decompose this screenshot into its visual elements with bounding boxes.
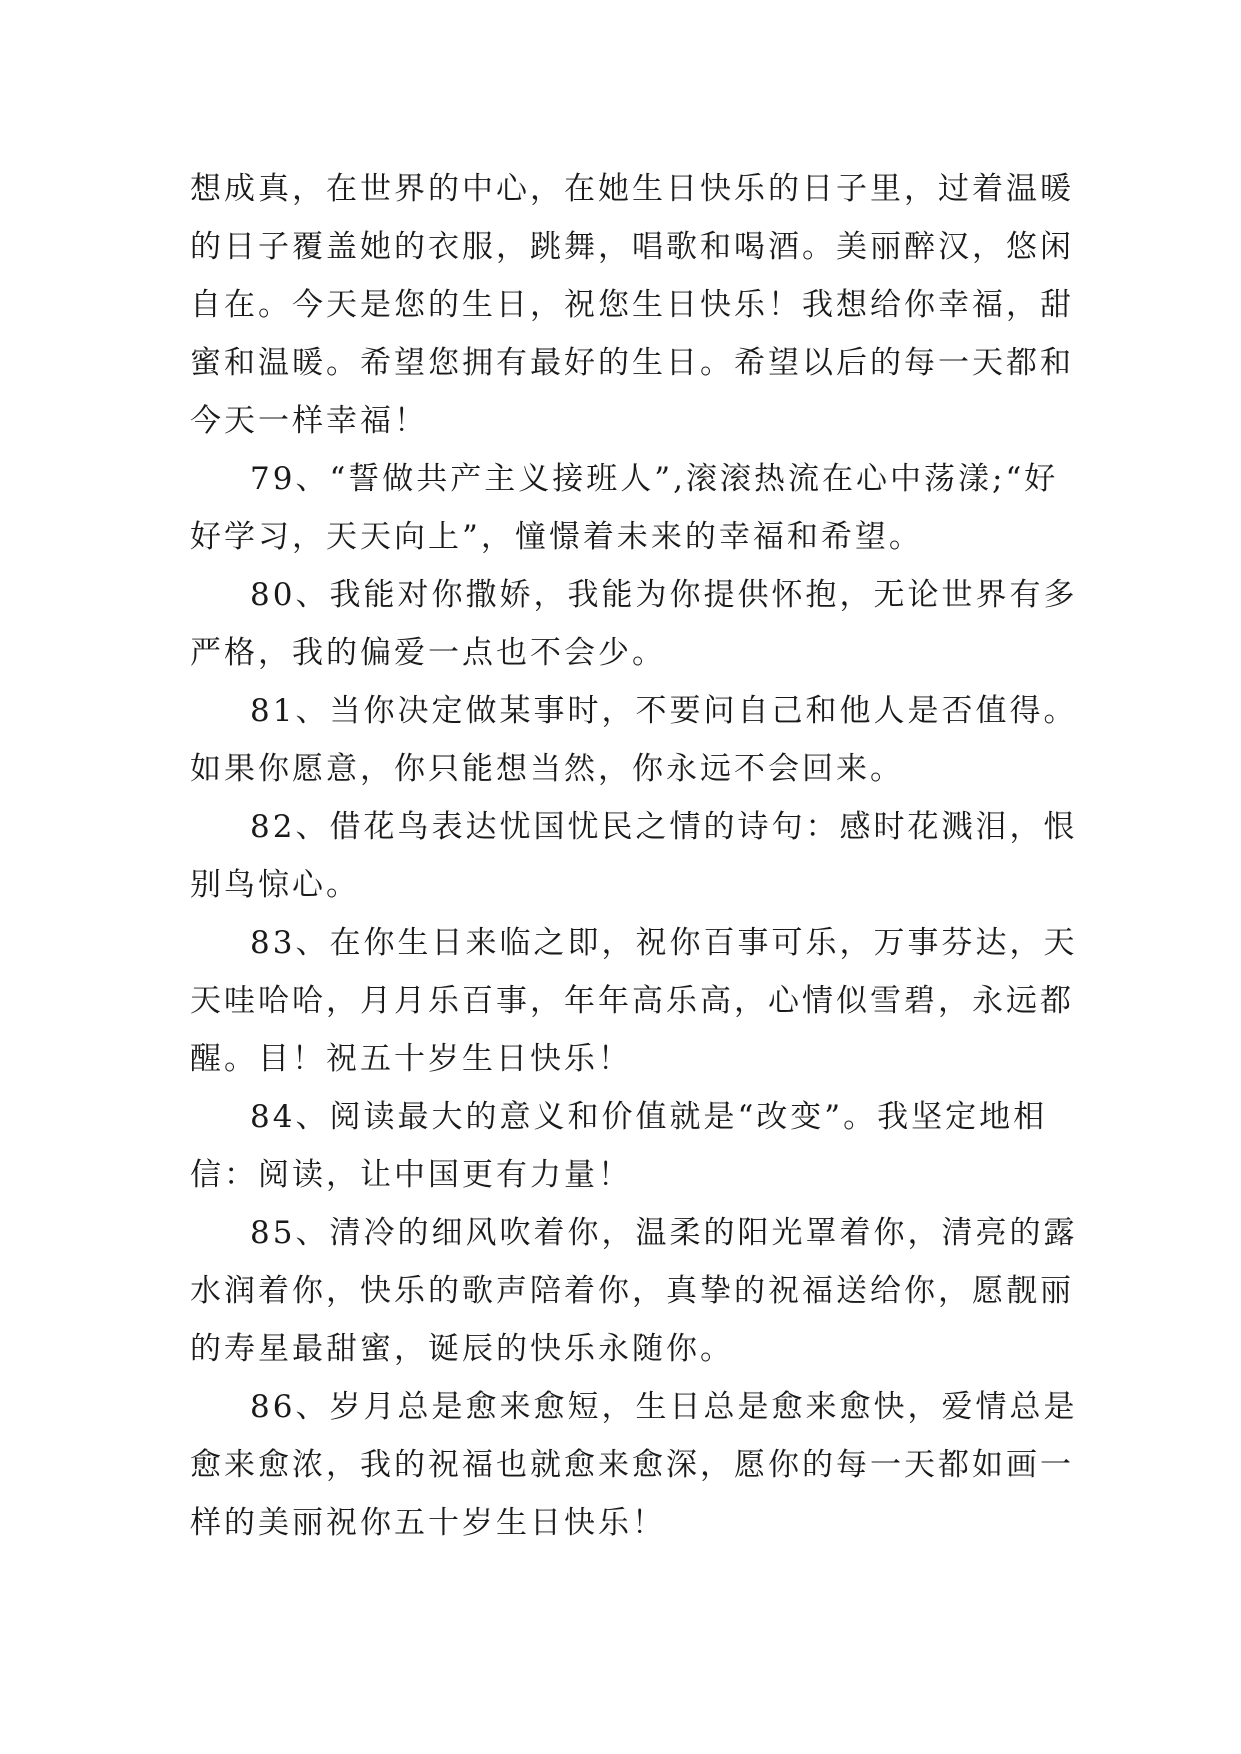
paragraph-81-first-line: 81、当你决定做某事时，不要问自己和他人是否值得。 — [250, 693, 1078, 729]
text-line: 愈来愈浓，我的祝福也就愈来愈深，愿你的每一天都如画一 — [190, 1447, 1074, 1483]
text-line: 醒。目！祝五十岁生日快乐！ — [190, 1041, 632, 1077]
text-line: 水润着你，快乐的歌声陪着你，真挚的祝福送给你，愿靓丽 — [190, 1273, 1074, 1309]
paragraph-85-first-line: 85、清冷的细风吹着你，温柔的阳光罩着你，清亮的露 — [250, 1215, 1078, 1251]
text-line: 好学习，天天向上”，憧憬着未来的幸福和希望。 — [190, 519, 923, 555]
text-line: 信：阅读，让中国更有力量！ — [190, 1157, 632, 1193]
text-line: 别鸟惊心。 — [190, 867, 360, 903]
text-line: 的日子覆盖她的衣服，跳舞，唱歌和喝酒。美丽醉汉，悠闲 — [190, 229, 1074, 265]
text-line: 严格，我的偏爱一点也不会少。 — [190, 635, 666, 671]
paragraph-82-first-line: 82、借花鸟表达忧国忧民之情的诗句：感时花溅泪，恨 — [250, 809, 1078, 845]
paragraph-79-first-line: 79、“誓做共产主义接班人”,滚滚热流在心中荡漾;“好 — [250, 461, 1059, 497]
paragraph-86-first-line: 86、岁月总是愈来愈短，生日总是愈来愈快，爱情总是 — [250, 1389, 1078, 1425]
text-line: 蜜和温暖。希望您拥有最好的生日。希望以后的每一天都和 — [190, 345, 1074, 381]
text-line: 今天一样幸福！ — [190, 403, 428, 439]
text-line: 想成真，在世界的中心，在她生日快乐的日子里，过着温暖 — [190, 171, 1074, 207]
text-line: 样的美丽祝你五十岁生日快乐！ — [190, 1505, 666, 1541]
document-body — [190, 160, 1078, 1552]
text-line: 的寿星最甜蜜，诞辰的快乐永随你。 — [190, 1331, 734, 1367]
paragraph-80-first-line: 80、我能对你撒娇，我能为你提供怀抱，无论世界有多 — [250, 577, 1078, 613]
text-line: 自在。今天是您的生日，祝您生日快乐！我想给你幸福，甜 — [190, 287, 1074, 323]
text-line: 如果你愿意，你只能想当然，你永远不会回来。 — [190, 751, 904, 787]
paragraph-83-first-line: 83、在你生日来临之即，祝你百事可乐，万事芬达，天 — [250, 925, 1078, 961]
paragraph-84-first-line: 84、阅读最大的意义和价值就是“改变”。我坚定地相 — [250, 1099, 1048, 1135]
text-line: 天哇哈哈，月月乐百事，年年高乐高，心情似雪碧，永远都 — [190, 983, 1074, 1019]
